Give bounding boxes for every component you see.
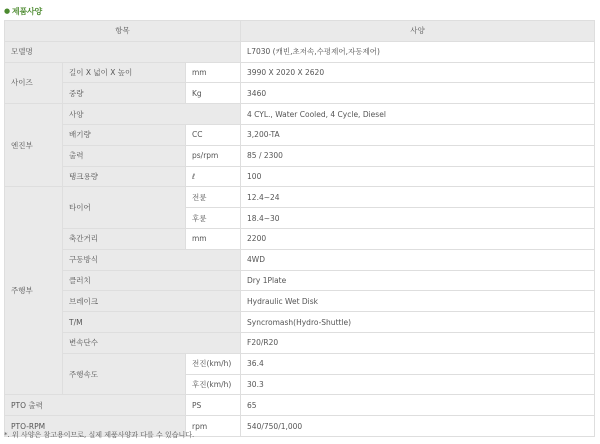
table-row bbox=[5, 249, 595, 270]
row-label: 배기량 bbox=[63, 124, 186, 145]
table-row bbox=[5, 124, 595, 145]
table-row bbox=[5, 228, 595, 249]
row-unit: mm bbox=[186, 62, 241, 83]
row-label: 탱크용량 bbox=[63, 166, 186, 187]
footnote: *. 위 사양은 참고용이므로, 실제 제품사양과 다를 수 있습니다. bbox=[4, 431, 195, 439]
row-sub-label: 후진(km/h) bbox=[186, 374, 241, 395]
table-row bbox=[5, 270, 595, 291]
row-label: 모델명 bbox=[5, 41, 241, 62]
row-sub-label: 전륜 bbox=[186, 187, 241, 208]
row-label: PTO 출력 bbox=[5, 395, 186, 416]
row-value: 36.4 bbox=[241, 353, 595, 374]
table-row bbox=[5, 291, 595, 312]
table-header-row bbox=[5, 21, 595, 42]
table-row bbox=[5, 312, 595, 333]
table-row bbox=[5, 395, 595, 416]
row-unit: ps/rpm bbox=[186, 145, 241, 166]
row-value: F20/R20 bbox=[241, 332, 595, 353]
row-value: 30.3 bbox=[241, 374, 595, 395]
section-title bbox=[4, 4, 42, 18]
table-row bbox=[5, 166, 595, 187]
row-unit: CC bbox=[186, 124, 241, 145]
row-label: 출력 bbox=[63, 145, 186, 166]
row-value: 4 CYL., Water Cooled, 4 Cycle, Diesel bbox=[241, 104, 595, 125]
section-title-text: 제품사양 bbox=[11, 6, 43, 16]
row-value: 100 bbox=[241, 166, 595, 187]
row-label: 변속단수 bbox=[63, 332, 241, 353]
row-value: 12.4~24 bbox=[241, 187, 595, 208]
row-label: 축간거리 bbox=[63, 228, 186, 249]
table-row bbox=[5, 83, 595, 104]
row-value: 3990 X 2020 X 2620 bbox=[241, 62, 595, 83]
row-label: 사양 bbox=[63, 104, 241, 125]
group-label: 엔진부 bbox=[5, 104, 63, 187]
row-value: 85 / 2300 bbox=[241, 145, 595, 166]
row-value: 3,200-TA bbox=[241, 124, 595, 145]
row-unit: ℓ bbox=[186, 166, 241, 187]
row-label: 주행속도 bbox=[63, 353, 186, 395]
row-label: 브레이크 bbox=[63, 291, 241, 312]
row-value: 540/750/1,000 bbox=[241, 416, 595, 437]
table-row bbox=[5, 145, 595, 166]
bullet-icon: ● bbox=[4, 7, 10, 15]
header-item: 항목 bbox=[5, 21, 241, 42]
table-row bbox=[5, 187, 595, 208]
row-sub-label: 후륜 bbox=[186, 208, 241, 229]
table-row bbox=[5, 41, 595, 62]
row-label: PTO-RPM bbox=[5, 416, 186, 437]
table-row bbox=[5, 104, 595, 125]
row-sub-label: 전진(km/h) bbox=[186, 353, 241, 374]
row-unit: mm bbox=[186, 228, 241, 249]
row-value: 4WD bbox=[241, 249, 595, 270]
group-label: 사이즈 bbox=[5, 62, 63, 104]
row-value: Dry 1Plate bbox=[241, 270, 595, 291]
row-unit: PS bbox=[186, 395, 241, 416]
row-unit: Kg bbox=[186, 83, 241, 104]
table-row bbox=[5, 332, 595, 353]
table-row bbox=[5, 62, 595, 83]
row-label: 중량 bbox=[63, 83, 186, 104]
row-label: T/M bbox=[63, 312, 241, 333]
row-label: 클러치 bbox=[63, 270, 241, 291]
row-value: 18.4~30 bbox=[241, 208, 595, 229]
row-value: Hydraulic Wet Disk bbox=[241, 291, 595, 312]
row-label: 타이어 bbox=[63, 187, 186, 229]
row-label: 길이 X 넓이 X 높이 bbox=[63, 62, 186, 83]
group-label: 주행부 bbox=[5, 187, 63, 395]
row-label: 구동방식 bbox=[63, 249, 241, 270]
row-value: 3460 bbox=[241, 83, 595, 104]
row-value: Syncromash(Hydro-Shuttle) bbox=[241, 312, 595, 333]
row-value: 2200 bbox=[241, 228, 595, 249]
row-value: 65 bbox=[241, 395, 595, 416]
header-spec: 사양 bbox=[241, 21, 595, 42]
spec-table bbox=[4, 20, 595, 437]
row-unit: rpm bbox=[186, 416, 241, 437]
table-row bbox=[5, 353, 595, 374]
row-value: L7030 (캐빈,초저속,수평제어,자동제어) bbox=[241, 41, 595, 62]
